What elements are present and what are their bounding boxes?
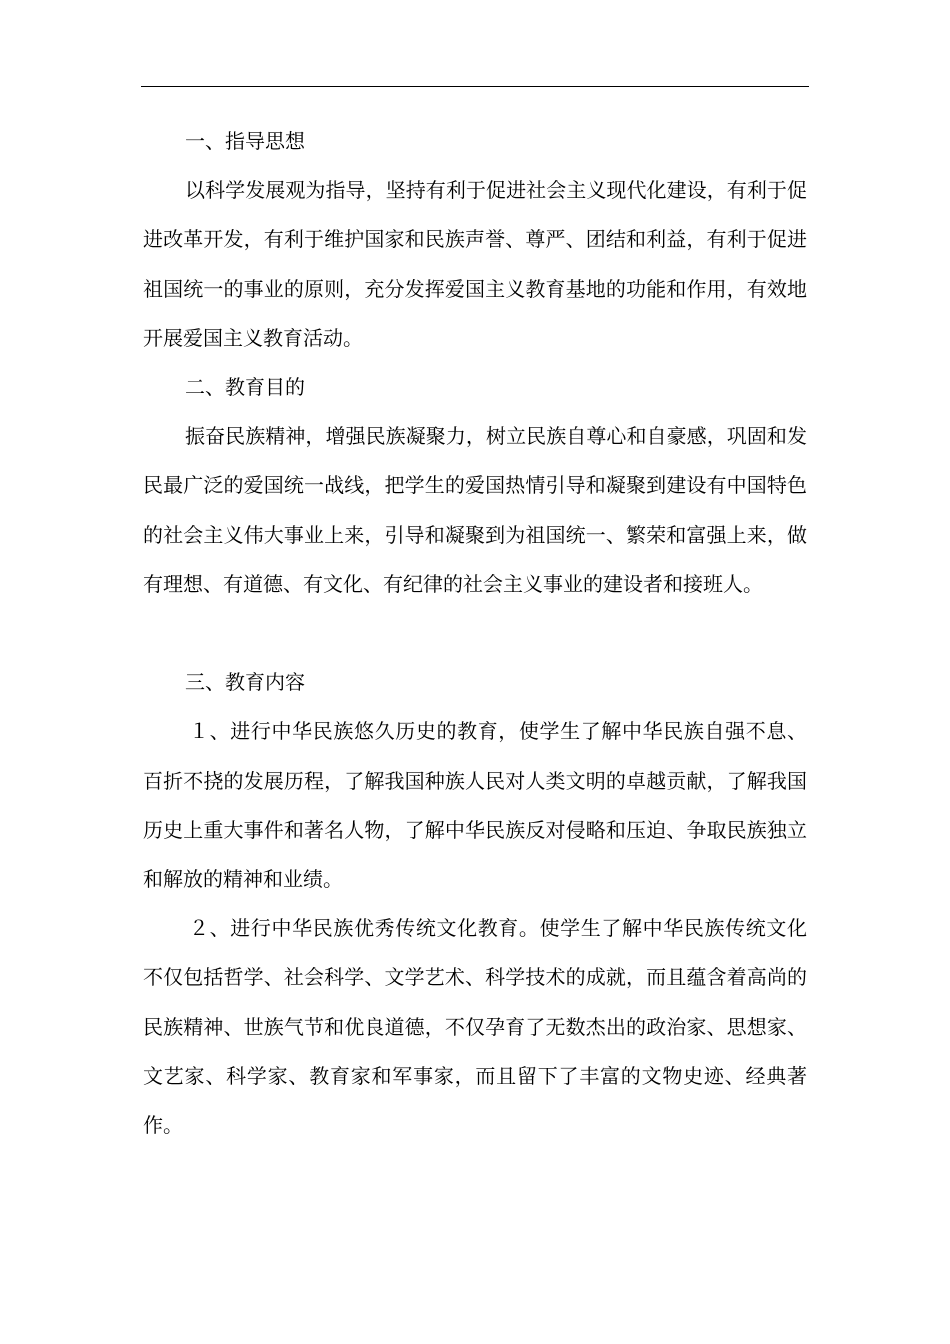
section-heading-education-purpose: 二、教育目的	[185, 375, 305, 400]
paragraph-guiding-ideology: 以科学发展观为指导，坚持有利于促进社会主义现代化建设，有利于促进改革开发，有利于维护国家和民族声誉、尊严、团结和利益，有利于促进祖国统一的事业的原则，充分发挥爱国主义教育基地的功能和作用，有效地开展爱国主义教育活动。	[143, 178, 807, 350]
section-heading-education-content: 三、教育内容	[185, 670, 305, 695]
section-heading-guiding-ideology: 一、指导思想	[185, 129, 305, 153]
header-rule	[141, 86, 809, 87]
blank-line	[143, 609, 807, 658]
paragraph-education-purpose: 振奋民族精神，增强民族凝聚力，树立民族自尊心和自豪感，巩固和发民最广泛的爱国统一战线，把学生的爱国热情引导和凝聚到建设有中国特色的社会主义伟大事业上来，引导和凝聚到为祖国统一、繁荣和富强上来，做有理想、有道德、有文化、有纪律的社会主义事业的建设者和接班人。	[143, 424, 807, 596]
paragraph-content-item-1: １、进行中华民族悠久历史的教育，使学生了解中华民族自强不息、百折不挠的发展历程，了解我国种族人民对人类文明的卓越贡献，了解我国历史上重大事件和著名人物，了解中华民族反对侵略和压迫、争取民族独立和解放的精神和业绩。	[143, 719, 807, 892]
paragraph-content-item-2: ２、进行中华民族优秀传统文化教育。使学生了解中华民族传统文化不仅包括哲学、社会科学、文学艺术、科学技术的成就，而且蕴含着高尚的民族精神、世族气节和优良道德，不仅孕育了无数杰出的政治家、思想家、文艺家、科学家、教育家和军事家，而且留下了丰富的文物史迹、经典著作。	[143, 916, 807, 1138]
document-body	[143, 117, 807, 1150]
